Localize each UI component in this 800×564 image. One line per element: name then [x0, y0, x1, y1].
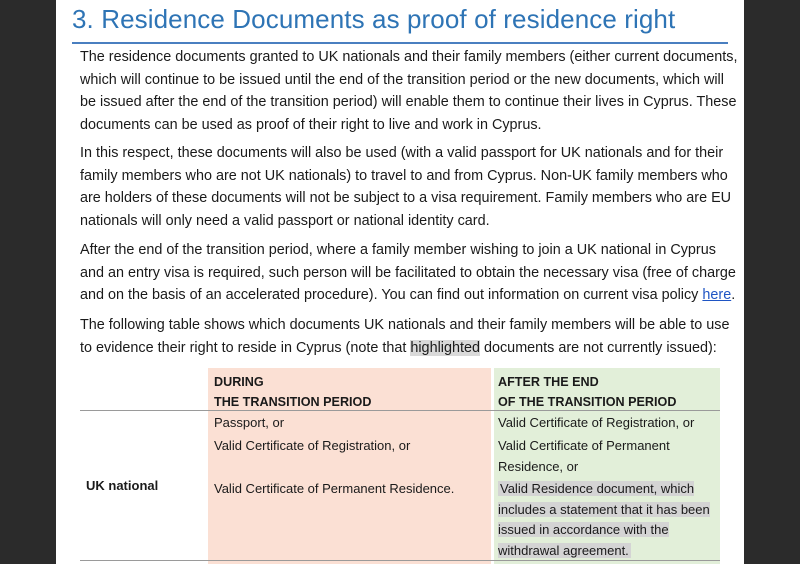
after-column-header: [498, 373, 676, 412]
visa-policy-link[interactable]: here: [702, 287, 732, 304]
paragraph-1: The residence documents granted to UK nationals and their family members (either current documents, which will continue to be issued until the end of the transition period or the new documents, which will be issued after the end of the transition period) will enable them to continue their lives in Cyprus. These documents can be used as proof of their right to live and work in Cyprus.: [80, 49, 738, 134]
highlighted-word: highlighted: [410, 339, 480, 356]
during-item: Valid Certificate of Registration, or: [214, 438, 411, 453]
document-page: [56, 0, 744, 564]
highlighted-document: Valid Residence document, which includes a statement that it has been issued in accordance with the withdrawal agreement.: [498, 481, 710, 558]
during-header-line-2: THE TRANSITION PERIOD: [214, 394, 372, 409]
section-heading: 3. Residence Documents as proof of residence right: [72, 4, 676, 34]
paragraph-4-tail: documents are not currently issued):: [479, 339, 717, 356]
after-item-highlighted: [498, 479, 716, 561]
paragraph-3: [80, 239, 740, 307]
during-item: Valid Certificate of Permanent Residence.: [214, 481, 455, 496]
during-column-header: [214, 373, 371, 412]
during-item: Passport, or: [214, 415, 285, 430]
during-header-line-1: DURING: [214, 375, 264, 389]
paragraph-3-end: .: [731, 287, 736, 304]
paragraph-4-text: The following table shows which documents UK nationals and their family members will be able to use to evidence their right to reside in Cyprus (note that: [80, 317, 730, 356]
after-item: Valid Certificate of Registration, or: [498, 415, 695, 430]
paragraph-3-text: After the end of the transition period, where a family member wishing to join a UK national in Cyprus and an entry visa is required, such person will be facilitated to obtain the necessary visa (free of charge and on the basis of an accelerated procedure). You can find out information on current visa policy: [80, 242, 736, 304]
paragraph-2: In this respect, these documents will also be used (with a valid passport for UK nationals and for their family members who are not UK nationals) to travel to and from Cyprus. Non-UK family members who are holders of these documents will not be subject to a visa requirement. Family members who are EU nationals will only need a valid passport or national identity card.: [80, 145, 732, 230]
heading-underline: [72, 42, 728, 44]
after-header-line-1: AFTER THE END: [498, 375, 599, 389]
after-header-line-2: OF THE TRANSITION PERIOD: [498, 394, 677, 409]
paragraph-4: [80, 314, 740, 359]
after-item: Valid Certificate of Permanent Residence, or: [498, 438, 670, 474]
row-label-uk-national: UK national: [86, 478, 159, 493]
